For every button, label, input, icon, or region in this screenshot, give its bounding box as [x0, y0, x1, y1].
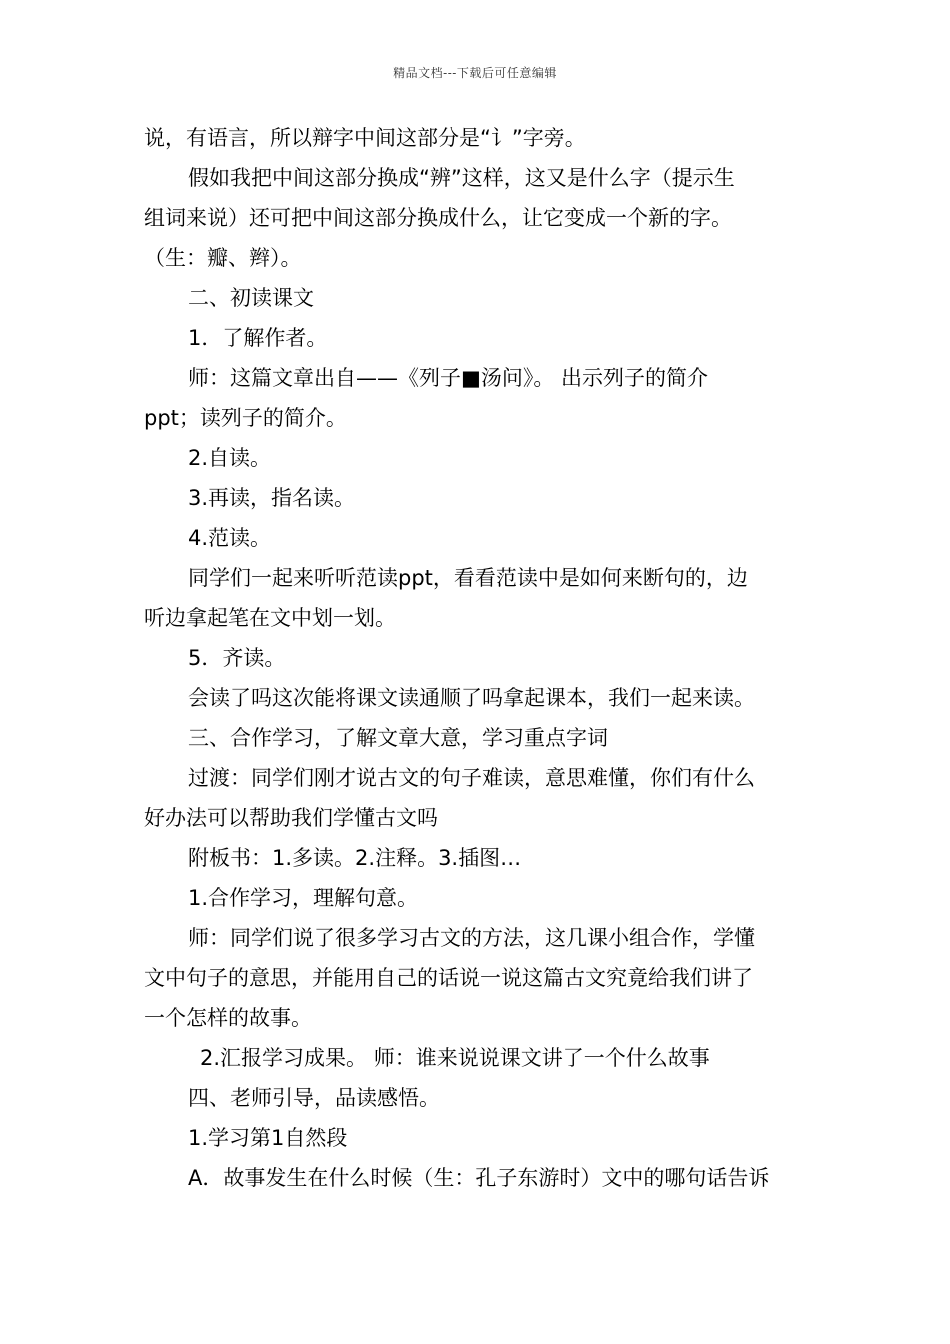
section-heading: 三、合作学习，了解文章大意，学习重点字词 — [188, 726, 608, 750]
document-body — [144, 118, 809, 1198]
paragraph-line: 文中句子的意思，并能用自己的话说一说这篇古文究竟给我们讲了 — [144, 966, 753, 990]
list-item: 1．了解作者。 — [188, 326, 328, 350]
list-item: 1.学习第1自然段 — [188, 1126, 348, 1150]
paragraph-line: 会读了吗这次能将课文读通顺了吗拿起课本，我们一起来读。 — [188, 686, 755, 710]
list-item: 1.合作学习，理解句意。 — [188, 886, 419, 910]
list-item: 4.范读。 — [188, 526, 272, 550]
list-item: 3.再读，指名读。 — [188, 486, 356, 510]
paragraph-line: 附板书：1.多读。2.注释。3.插图… — [188, 846, 522, 870]
paragraph-line: 组词来说）还可把中间这部分换成什么，让它变成一个新的字。 — [144, 206, 732, 230]
paragraph-line: （生：瓣、辫）。 — [144, 246, 302, 270]
paragraph-line: 过渡：同学们刚才说古文的句子难读，意思难懂，你们有什么 — [188, 766, 755, 790]
paragraph-line: 说，有语言，所以辩字中间这部分是“讠”字旁。 — [144, 126, 586, 150]
section-heading: 四、老师引导，品读感悟。 — [188, 1086, 440, 1110]
paragraph-line: 假如我把中间这部分换成“辨”这样，这又是什么字（提示生 — [188, 166, 735, 190]
paragraph-line: 好办法可以帮助我们学懂古文吗 — [144, 806, 438, 830]
list-item: 5．齐读。 — [188, 646, 286, 670]
section-heading: 二、初读课文 — [188, 286, 314, 310]
paragraph-line: 一个怎样的故事。 — [144, 1006, 312, 1030]
paragraph-line: 同学们一起来听听范读ppt，看看范读中是如何来断句的，边 — [188, 566, 748, 590]
paragraph-line: A．故事发生在什么时候（生：孔子东游时）文中的哪句话告诉 — [188, 1166, 770, 1190]
paragraph-line: 听边拿起笔在文中划一划。 — [144, 606, 396, 630]
page-header: 精品文档---下载后可任意编辑 — [393, 66, 557, 80]
list-item: 2.汇报学习成果。 师：谁来说说课文讲了一个什么故事 — [200, 1046, 710, 1070]
paragraph-line: 师：这篇文章出自——《列子■汤问》。 出示列子的简介 — [188, 366, 709, 390]
paragraph-line: 师：同学们说了很多学习古文的方法，这几课小组合作，学懂 — [188, 926, 755, 950]
list-item: 2.自读。 — [188, 446, 272, 470]
paragraph-line: ppt；读列子的简介。 — [144, 406, 347, 430]
